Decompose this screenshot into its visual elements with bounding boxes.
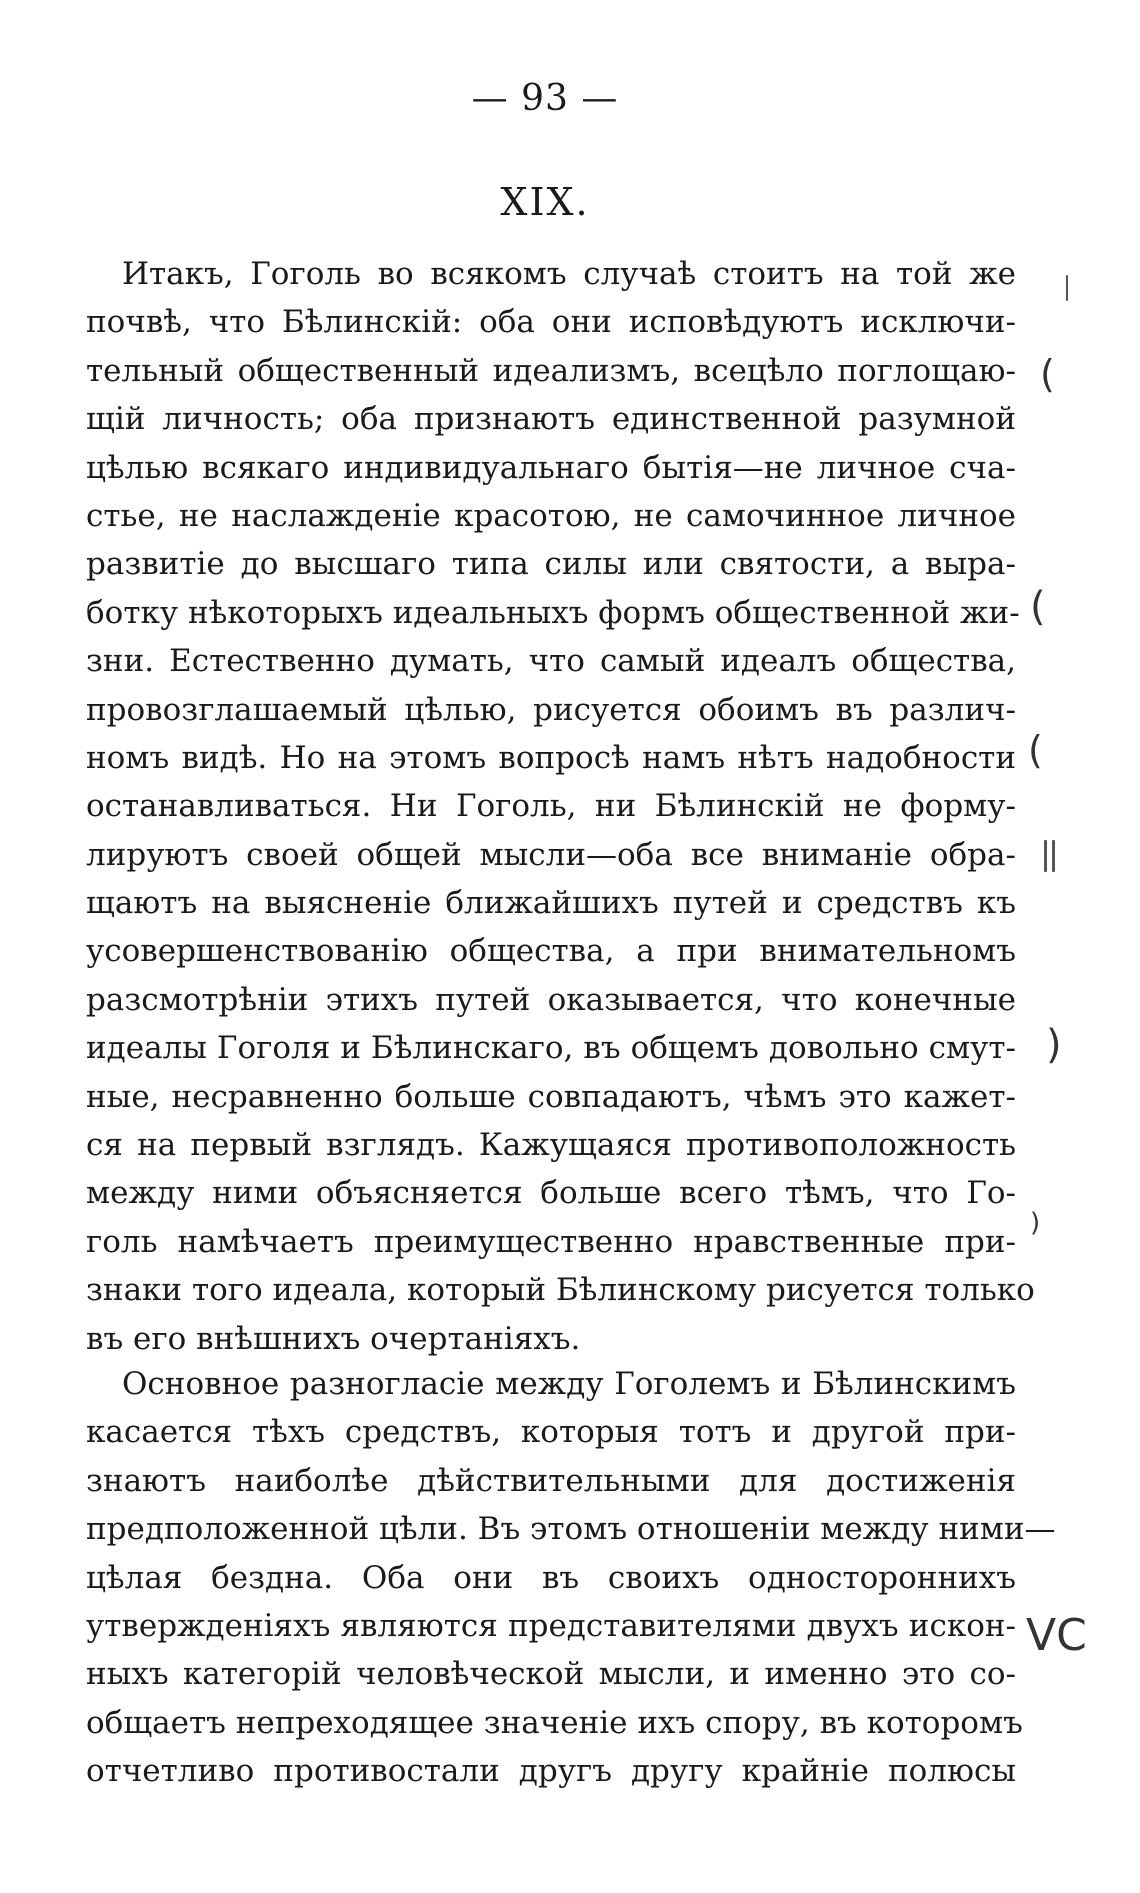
margin-mark: ) <box>1030 1208 1041 1238</box>
text-line: щаютъ на выясненіе ближайшихъ путей и средствъ къ <box>86 885 1016 922</box>
margin-mark: ( <box>1030 584 1046 630</box>
margin-mark: ) <box>1046 1022 1062 1068</box>
text-line: стье, не наслажденіе красотою, не самочинное личное <box>86 497 1016 534</box>
text-line: разсмотрѣніи этихъ путей оказывается, что конечные <box>86 981 1016 1018</box>
text-line: ные, несравненно больше совпадаютъ, чѣмъ это кажет- <box>86 1078 1016 1115</box>
text-line: ся на первый взглядъ. Кажущаяся противоположность <box>86 1127 1016 1164</box>
text-line: цѣлая бездна. Оба они въ своихъ одностороннихъ <box>86 1559 1016 1596</box>
text-line: развитіе до высшаго типа силы или святости, а выра- <box>86 546 1016 583</box>
margin-mark: VC <box>1026 1610 1087 1661</box>
text-line: утвержденіяхъ являются представителями двухъ искон- <box>86 1607 1016 1644</box>
text-line: провозглашаемый цѣлью, рисуется обоимъ въ различ- <box>86 691 1016 728</box>
chapter-heading: XIX. <box>500 180 590 224</box>
text-line: номъ видѣ. Но на этомъ вопросѣ намъ нѣтъ надобности <box>86 739 1016 776</box>
text-line: идеалы Гоголя и Бѣлинскаго, въ общемъ довольно смут- <box>86 1030 1016 1067</box>
ink-speck <box>1066 275 1068 301</box>
text-line: почвѣ, что Бѣлинскій: оба они исповѣдуютъ исключи- <box>86 304 1016 341</box>
text-line: между ними объясняется больше всего тѣмъ, что Го- <box>86 1175 1016 1212</box>
paragraph-1 <box>86 250 1035 1363</box>
page-number: — 93 — <box>471 78 619 119</box>
text-line: общаетъ непреходящее значеніе ихъ спору, въ которомъ <box>86 1704 1023 1741</box>
margin-mark: ( <box>1040 352 1055 396</box>
ink-speck <box>1044 840 1047 872</box>
text-line: знаютъ наиболѣе дѣйствительными для достиженія <box>86 1462 1016 1499</box>
paragraph-2 <box>86 1360 1056 1796</box>
text-line: тельный общественный идеализмъ, всецѣло поглощаю- <box>86 352 1016 389</box>
text-line: щій личность; оба признаютъ единственной разумной <box>86 401 1016 438</box>
text-line: отчетливо противостали другъ другу крайніе полюсы <box>86 1753 1016 1790</box>
text-line: цѣлью всякаго индивидуальнаго бытія—не личное сча- <box>86 449 1016 486</box>
text-line: касается тѣхъ средствъ, которыя тотъ и другой при- <box>86 1414 1016 1451</box>
text-line: въ его внѣшнихъ очертаніяхъ. <box>86 1320 581 1357</box>
text-line: останавливаться. Ни Гоголь, ни Бѣлинскій не форму- <box>86 788 1016 825</box>
text-line: зни. Естественно думать, что самый идеалъ общества, <box>86 643 1016 680</box>
text-line: ботку нѣкоторыхъ идеальныхъ формъ общественной жи- <box>86 594 1020 631</box>
text-line: ныхъ категорій человѣческой мысли, и именно это со- <box>86 1656 1016 1693</box>
text-line: усовершенствованію общества, а при внимательномъ <box>86 933 1016 970</box>
text-line: лируютъ своей общей мысли—оба все вниманіе обра- <box>86 836 1016 873</box>
ink-speck <box>1052 840 1055 872</box>
text-line: голь намѣчаетъ преимущественно нравственные при- <box>86 1223 1016 1260</box>
margin-mark: ( <box>1028 728 1043 772</box>
text-line: Итакъ, Гоголь во всякомъ случаѣ стоитъ на той же <box>122 256 1016 292</box>
text-line: Основное разногласіе между Гоголемъ и Бѣлинскимъ <box>122 1366 1016 1402</box>
text-line: предположенной цѣли. Въ этомъ отношеніи между ними— <box>86 1511 1056 1548</box>
text-line: знаки того идеала, который Бѣлинскому рисуется только <box>86 1272 1035 1309</box>
